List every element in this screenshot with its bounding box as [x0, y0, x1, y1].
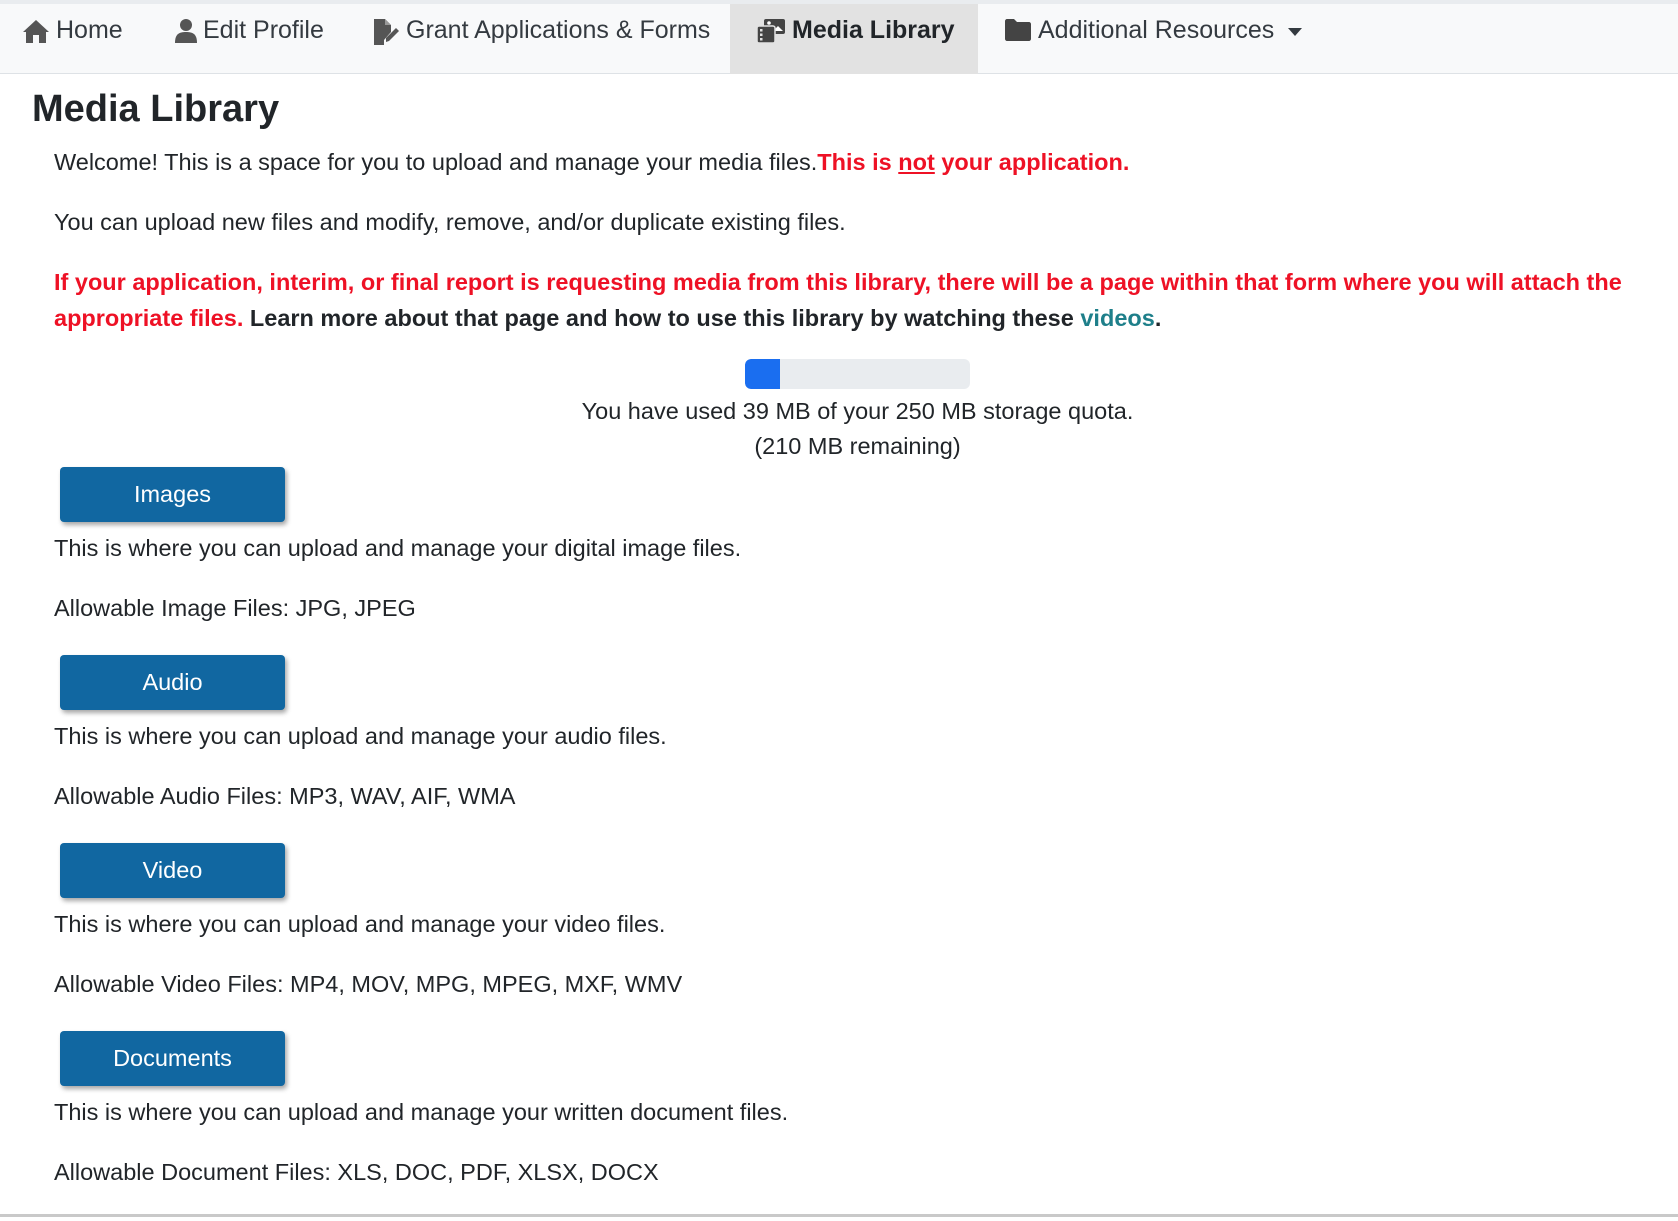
bottom-divider [0, 1214, 1678, 1217]
home-icon [22, 18, 50, 44]
nav-media-library-label: Media Library [792, 16, 955, 44]
notice-end: . [1154, 305, 1162, 331]
videos-link[interactable]: videos [1080, 305, 1155, 331]
nav-additional-resources-label: Additional Resources [1038, 16, 1275, 44]
audio-allowed-types: Allowable Audio Files: MP3, WAV, AIF, WMA [54, 783, 516, 809]
user-icon [175, 18, 197, 44]
page-title: Media Library [32, 88, 280, 130]
nav-grant-applications[interactable] [372, 4, 710, 74]
documents-allowed-types: Allowable Document Files: XLS, DOC, PDF, XLSX, DOCX [54, 1159, 659, 1185]
nav-home[interactable] [22, 4, 123, 74]
welcome-text: Welcome! This is a space for you to upload and manage your media files. [54, 149, 818, 175]
documents-button[interactable]: Documents [60, 1031, 285, 1086]
audio-description: This is where you can upload and manage your audio files. [54, 723, 667, 749]
documents-description: This is where you can upload and manage your written document files. [54, 1099, 789, 1125]
nav-edit-profile-label: Edit Profile [203, 16, 324, 44]
nav-edit-profile[interactable] [175, 4, 324, 74]
welcome-warning-not: not [898, 149, 935, 175]
welcome-paragraph [54, 144, 1129, 180]
photo-video-icon [756, 18, 786, 44]
welcome-warning-end: your application. [934, 149, 1130, 175]
nav-additional-resources[interactable] [1004, 4, 1302, 74]
welcome-warning-start: This is [817, 149, 899, 175]
storage-remaining-text: (210 MB remaining) [754, 433, 961, 459]
chevron-down-icon [1288, 28, 1302, 36]
notice-black-text: Learn more about that page and how to use this library by watching these [243, 305, 1081, 331]
storage-progress-fill [745, 359, 780, 389]
notice-paragraph [54, 264, 1664, 336]
storage-used-text: You have used 39 MB of your 250 MB storage quota. [581, 398, 1134, 424]
nav-grant-applications-label: Grant Applications & Forms [406, 16, 711, 44]
notice-red-text: If your application, interim, or final report is requesting media from this library, there will be a page within that form where you will attach the appropriate files. [54, 269, 1622, 331]
images-allowed-types: Allowable Image Files: JPG, JPEG [54, 595, 416, 621]
images-button[interactable]: Images [60, 467, 285, 522]
welcome-warning [817, 149, 1129, 175]
nav-home-label: Home [56, 16, 123, 44]
upload-paragraph: You can upload new files and modify, remove, and/or duplicate existing files. [54, 209, 846, 235]
folder-icon [1004, 18, 1032, 42]
top-navbar [0, 0, 1678, 74]
video-description: This is where you can upload and manage your video files. [54, 911, 666, 937]
storage-progress-bar [745, 359, 970, 389]
audio-button[interactable]: Audio [60, 655, 285, 710]
file-edit-icon [372, 18, 400, 46]
video-button[interactable]: Video [60, 843, 285, 898]
images-description: This is where you can upload and manage your digital image files. [54, 535, 742, 561]
video-allowed-types: Allowable Video Files: MP4, MOV, MPG, MPEG, MXF, WMV [54, 971, 683, 997]
nav-media-library[interactable] [730, 4, 978, 74]
